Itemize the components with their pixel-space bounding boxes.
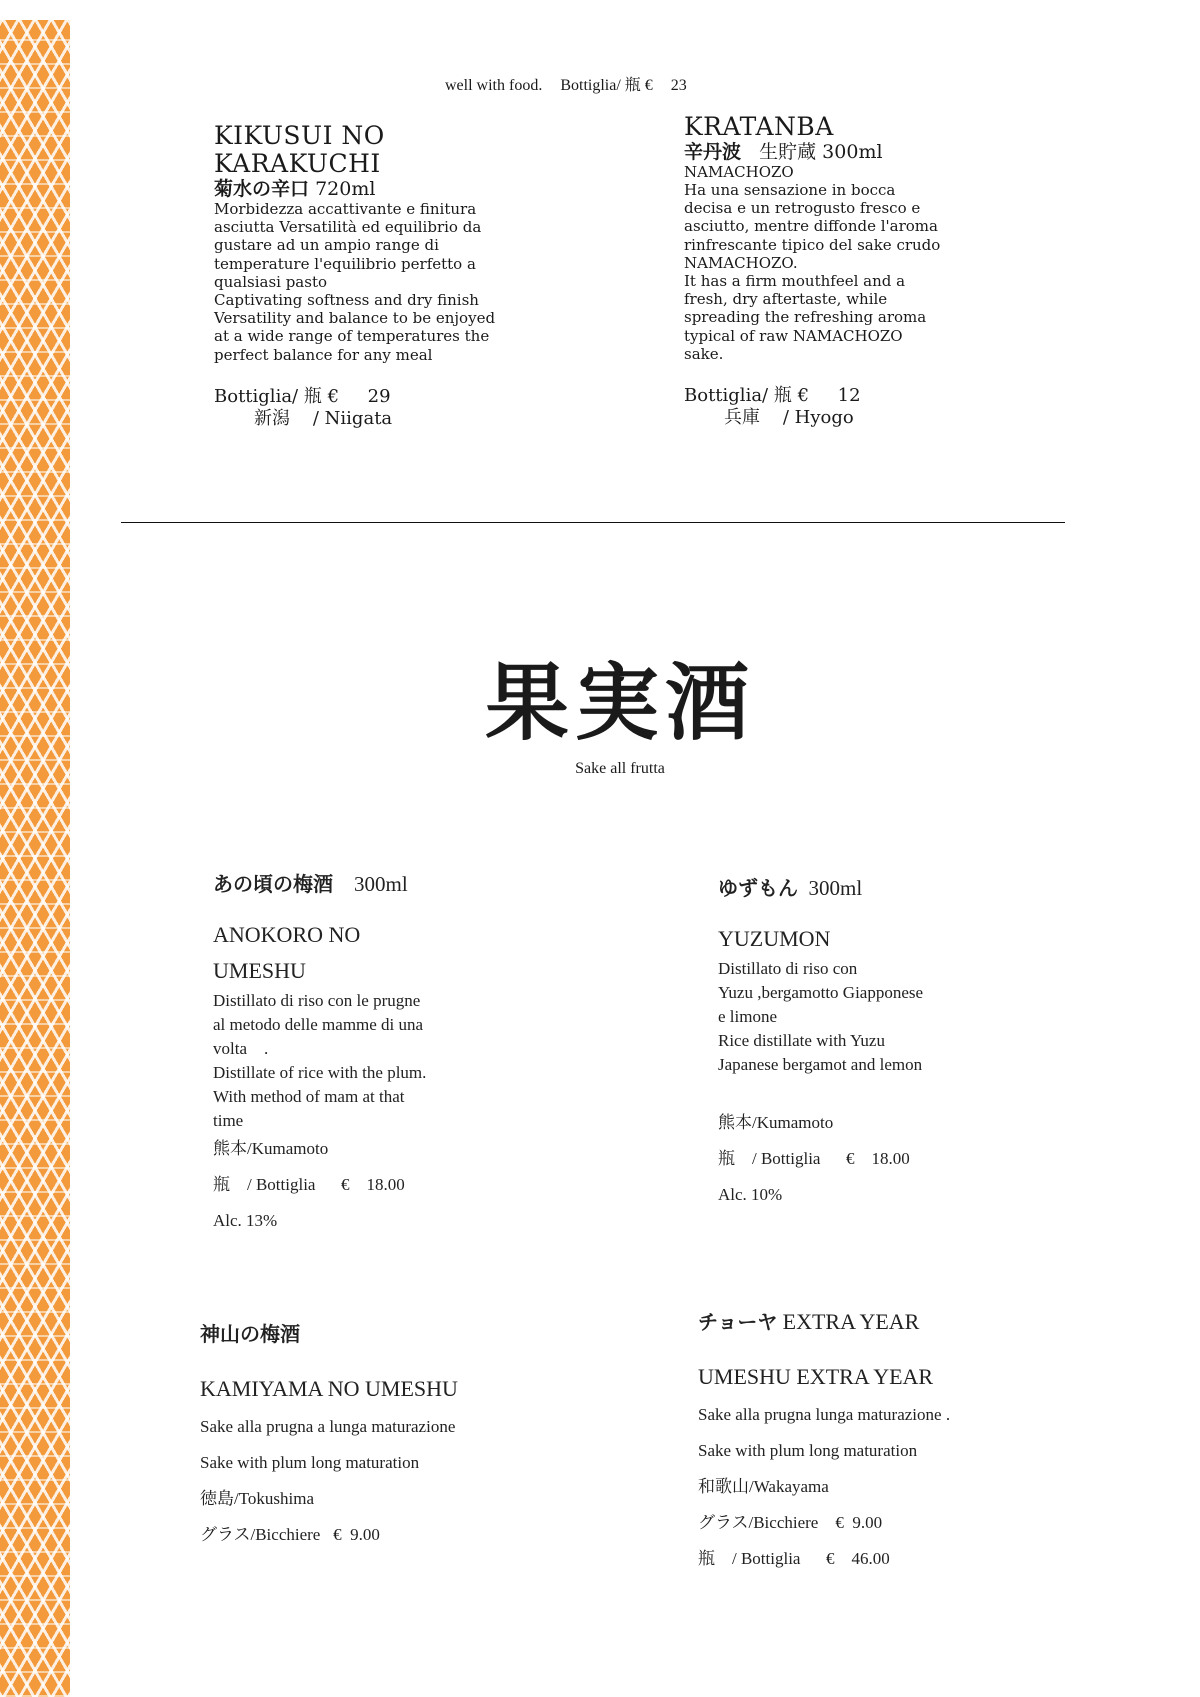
section-title: 果実酒 xyxy=(484,654,755,752)
item-origin: 熊本/Kumamoto xyxy=(213,1139,329,1158)
item-jp-name: 辛丹波 xyxy=(684,141,742,163)
item-jp-line xyxy=(214,178,574,200)
item-jp-name: 菊水の辛口 xyxy=(214,178,310,200)
item-glass-price: グラス/Bicchiere € 9.00 xyxy=(698,1513,883,1532)
item-jp-name: チョーヤ xyxy=(698,1310,778,1334)
item-jp-line xyxy=(200,1321,560,1347)
top-bottle-label: Bottiglia/ 瓶 € xyxy=(560,77,653,94)
menu-item-kikusui xyxy=(214,122,574,430)
menu-item-kratanba xyxy=(684,113,1044,429)
item-desc-line: Sake alla prugna lunga maturazione . xyxy=(698,1405,951,1424)
item-alcohol: Alc. 13% xyxy=(213,1211,278,1230)
menu-item-kamiyama xyxy=(200,1321,560,1547)
item-origin: 和歌山/Wakayama xyxy=(698,1477,829,1496)
item-jp-sub: 生貯蔵 300ml xyxy=(759,141,883,163)
item-name: YUZUMON xyxy=(718,926,831,951)
item-desc-line: volta . xyxy=(213,1039,269,1058)
item-name: KAMIYAMA NO UMESHU xyxy=(200,1376,458,1401)
item-bottle-price: 瓶 / Bottiglia € 46.00 xyxy=(698,1549,890,1568)
item-name: UMESHU EXTRA YEAR xyxy=(698,1364,934,1389)
item-jp-name: 神山の梅酒 xyxy=(200,1322,300,1346)
item-desc-line: Distillate of rice with the plum. xyxy=(213,1063,427,1082)
item-origin: 徳島/Tokushima xyxy=(200,1489,315,1508)
section-subtitle: Sake all frutta xyxy=(575,760,665,777)
item-desc-line: Distillato di riso con le prugne xyxy=(213,991,421,1010)
item-desc-line: Distillato di riso con xyxy=(718,959,858,978)
menu-item-choya xyxy=(698,1309,1058,1571)
item-desc-line: Yuzu ,bergamotto Giapponese xyxy=(718,983,924,1002)
item-name-cont: KARAKUCHI xyxy=(214,149,381,178)
item-jp-line xyxy=(684,141,1044,163)
item-desc-line: Rice distillate with Yuzu xyxy=(718,1031,885,1050)
item-price: 瓶 / Bottiglia € 18.00 xyxy=(718,1149,910,1168)
item-jp-line xyxy=(718,875,1018,901)
item-desc-line: e limone xyxy=(718,1007,778,1026)
item-jp-name: あの頃の梅酒 xyxy=(213,872,333,896)
item-desc-line: Sake alla prugna a lunga maturazione xyxy=(200,1417,456,1436)
item-price: 瓶 / Bottiglia € 18.00 xyxy=(213,1175,405,1194)
item-name: KRATANBA xyxy=(684,112,834,141)
item-desc-line: Japanese bergamot and lemon xyxy=(718,1055,923,1074)
top-continuation-line xyxy=(445,72,701,95)
item-name: ANOKORO NO xyxy=(213,922,361,947)
item-name: KIKUSUI NO xyxy=(214,121,385,150)
item-jp-name: ゆずもん xyxy=(718,876,798,900)
item-origin: 新潟 / Niigata xyxy=(254,407,393,429)
item-jp-line xyxy=(698,1309,1058,1335)
top-price: 23 xyxy=(670,77,687,94)
item-glass-price: グラス/Bicchiere € 9.00 xyxy=(200,1525,380,1544)
item-description: Ha una sensazione in bocca decisa e un retrogusto fresco e asciutto, mentre diffonde l'aroma rinfrescante tipico del sake crudo NAMACHOZO. It has a firm mouthfeel and a fresh, dry aftertaste, while spreading the refreshing aroma typical of raw NAMACHOZO sake. xyxy=(684,181,941,363)
item-desc-line: Sake with plum long maturation xyxy=(698,1441,918,1460)
item-price: Bottiglia/ 瓶 € 12 xyxy=(684,385,861,407)
item-subname: NAMACHOZO xyxy=(684,163,794,181)
item-volume: 300ml xyxy=(354,872,408,896)
item-jp-name-rest: EXTRA YEAR xyxy=(782,1309,920,1334)
item-desc-line: time xyxy=(213,1111,244,1130)
item-origin: 熊本/Kumamoto xyxy=(718,1113,834,1132)
item-desc-line: al metodo delle mamme di una xyxy=(213,1015,424,1034)
item-price: Bottiglia/ 瓶 € 29 xyxy=(214,385,391,407)
item-alcohol: Alc. 10% xyxy=(718,1185,783,1204)
item-desc-line: With method of mam at that xyxy=(213,1087,405,1106)
item-volume: 720ml xyxy=(315,178,376,200)
decorative-border-pattern xyxy=(0,20,70,1697)
item-name-cont: UMESHU xyxy=(213,958,306,983)
item-jp-line xyxy=(213,871,513,897)
menu-item-yuzumon xyxy=(718,875,1018,1207)
item-origin: 兵庫 / Hyogo xyxy=(724,407,854,429)
top-text: well with food. xyxy=(445,77,543,94)
item-desc-line: Sake with plum long maturation xyxy=(200,1453,420,1472)
item-volume: 300ml xyxy=(808,876,863,900)
section-divider xyxy=(121,522,1065,523)
menu-item-anokoro xyxy=(213,871,513,1233)
item-description: Morbidezza accattivante e finitura asciutta Versatilità ed equilibrio da gustare ad un ampio range di temperature l'equilibrio perfetto a qualsiasi pasto Captivating softness and dry finish Versatility and balance to be enjoyed at a wide range of temperatures the perfect balance for any meal xyxy=(214,200,496,364)
